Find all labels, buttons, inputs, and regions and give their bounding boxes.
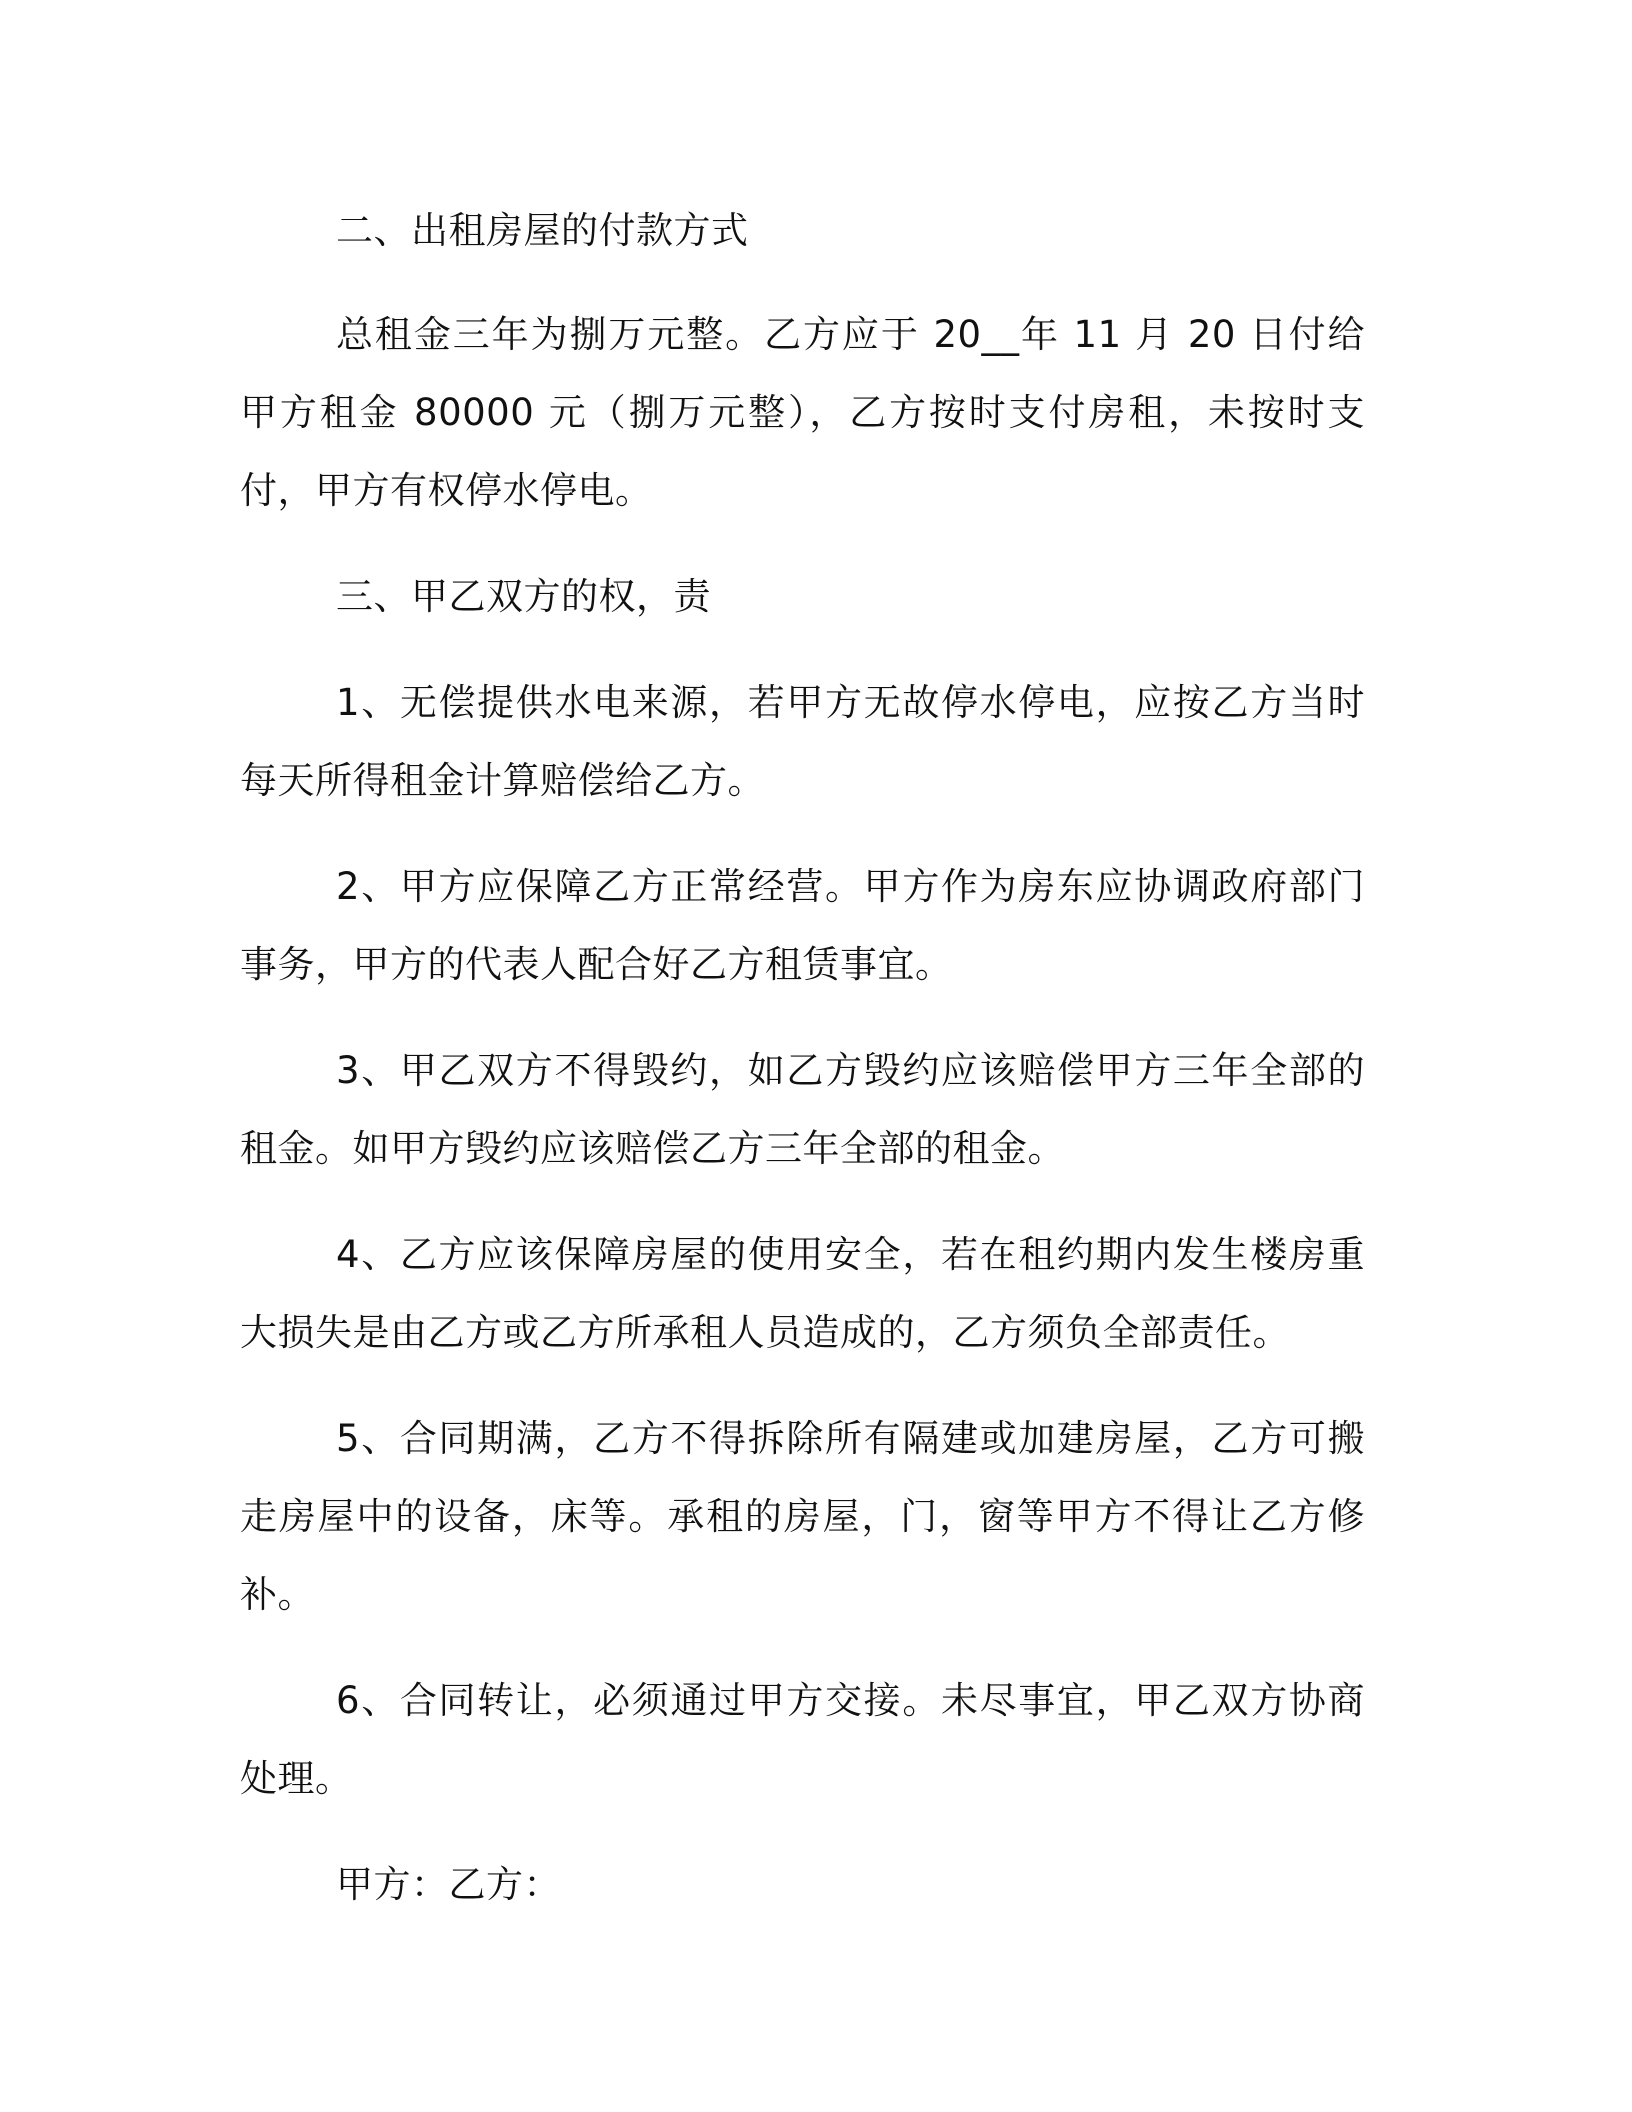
- clause-1: 1、无偿提供水电来源，若甲方无故停水停电，应按乙方当时每天所得租金计算赔偿给乙方。: [240, 681, 1365, 802]
- clause-4: 4、乙方应该保障房屋的使用安全，若在租约期内发生楼房重大损失是由乙方或乙方所承租人员造成的，乙方须负全部责任。: [240, 1233, 1365, 1354]
- clause-5: 5、合同期满，乙方不得拆除所有隔建或加建房屋，乙方可搬走房屋中的设备，床等。承租的房屋，门，窗等甲方不得让乙方修补。: [240, 1417, 1365, 1616]
- section-2-body: 总租金三年为捌万元整。乙方应于 20__年 11 月 20 日付给甲方租金 80000 元（捌万元整），乙方按时支付房租，未按时支付，甲方有权停水停电。: [240, 313, 1365, 512]
- section-2-heading: 二、出租房屋的付款方式: [336, 209, 749, 252]
- document-body: [240, 192, 1365, 1924]
- signature-line: 甲方：乙方：: [336, 1863, 561, 1906]
- clause-6: 6、合同转让，必须通过甲方交接。未尽事宜，甲乙双方协商处理。: [240, 1679, 1365, 1800]
- section-3-heading: 三、甲乙双方的权，责: [336, 575, 711, 618]
- clause-2: 2、甲方应保障乙方正常经营。甲方作为房东应协调政府部门事务，甲方的代表人配合好乙方租赁事宜。: [240, 865, 1365, 986]
- clause-3: 3、甲乙双方不得毁约，如乙方毁约应该赔偿甲方三年全部的租金。如甲方毁约应该赔偿乙方三年全部的租金。: [240, 1049, 1365, 1170]
